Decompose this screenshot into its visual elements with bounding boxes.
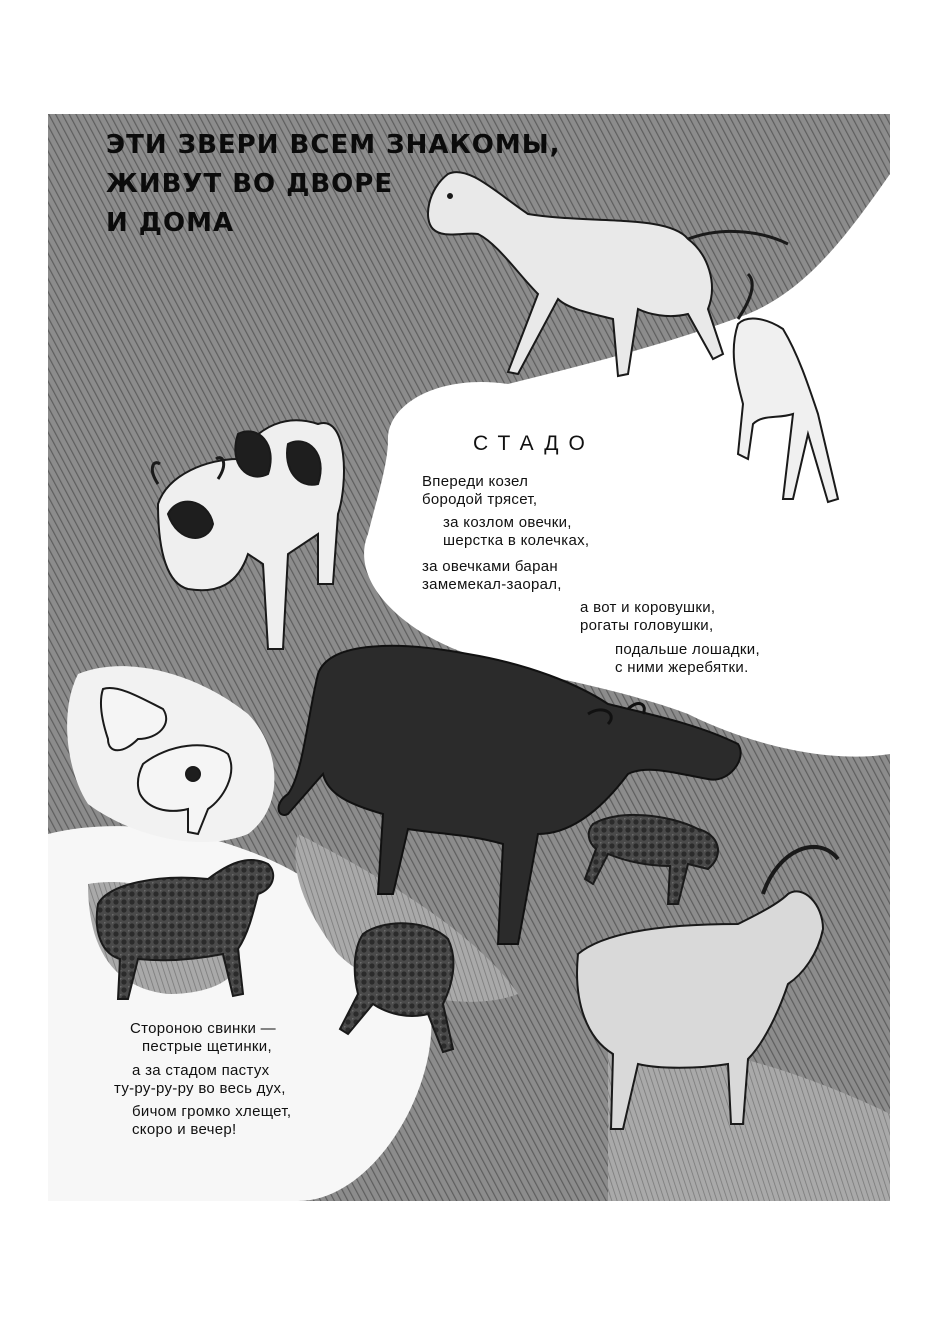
poem-stanza <box>443 514 589 549</box>
poem-line: а вот и коровушки, <box>580 599 716 616</box>
poem-stanza <box>580 599 715 634</box>
poem-line: ту-ру-ру-ру во весь дух, <box>114 1079 286 1097</box>
headline-line: И ДОМА <box>106 208 235 238</box>
poem-line: рогаты головушки, <box>580 616 714 634</box>
poem-line: Впереди козел <box>422 473 529 490</box>
page-headline <box>106 126 561 243</box>
poem-line: с ними жеребятки. <box>615 658 749 676</box>
poem-line: подальше лошадки, <box>615 641 760 658</box>
poem-stanza <box>422 473 537 508</box>
headline-line: ЭТИ ЗВЕРИ ВСЕМ ЗНАКОМЫ, <box>106 130 561 160</box>
illustration-plate <box>48 114 890 1201</box>
poem-line: бичом громко хлещет, <box>132 1103 292 1120</box>
poem-line: скоро и вечер! <box>132 1120 237 1138</box>
poem-line: за овечками баран <box>422 558 558 575</box>
poem-line: замемекал-заорал, <box>422 575 562 593</box>
poem-stanza <box>422 558 562 593</box>
poem-stanza <box>114 1062 286 1097</box>
poem-line: за козлом овечки, <box>443 514 572 531</box>
poem-line: а за стадом пастух <box>132 1062 270 1079</box>
poem-line: Стороною свинки — <box>130 1020 276 1037</box>
poem-stanza <box>130 1020 276 1055</box>
poem-stanza <box>132 1103 291 1138</box>
poem-line: пестрые щетинки, <box>142 1037 272 1055</box>
poem-line: бородой трясет, <box>422 490 538 508</box>
poem-stanza <box>615 641 760 676</box>
poem-title: СТАДО <box>473 432 595 455</box>
headline-line: ЖИВУТ ВО ДВОРЕ <box>106 169 394 199</box>
poem-line: шерстка в колечках, <box>443 531 590 549</box>
